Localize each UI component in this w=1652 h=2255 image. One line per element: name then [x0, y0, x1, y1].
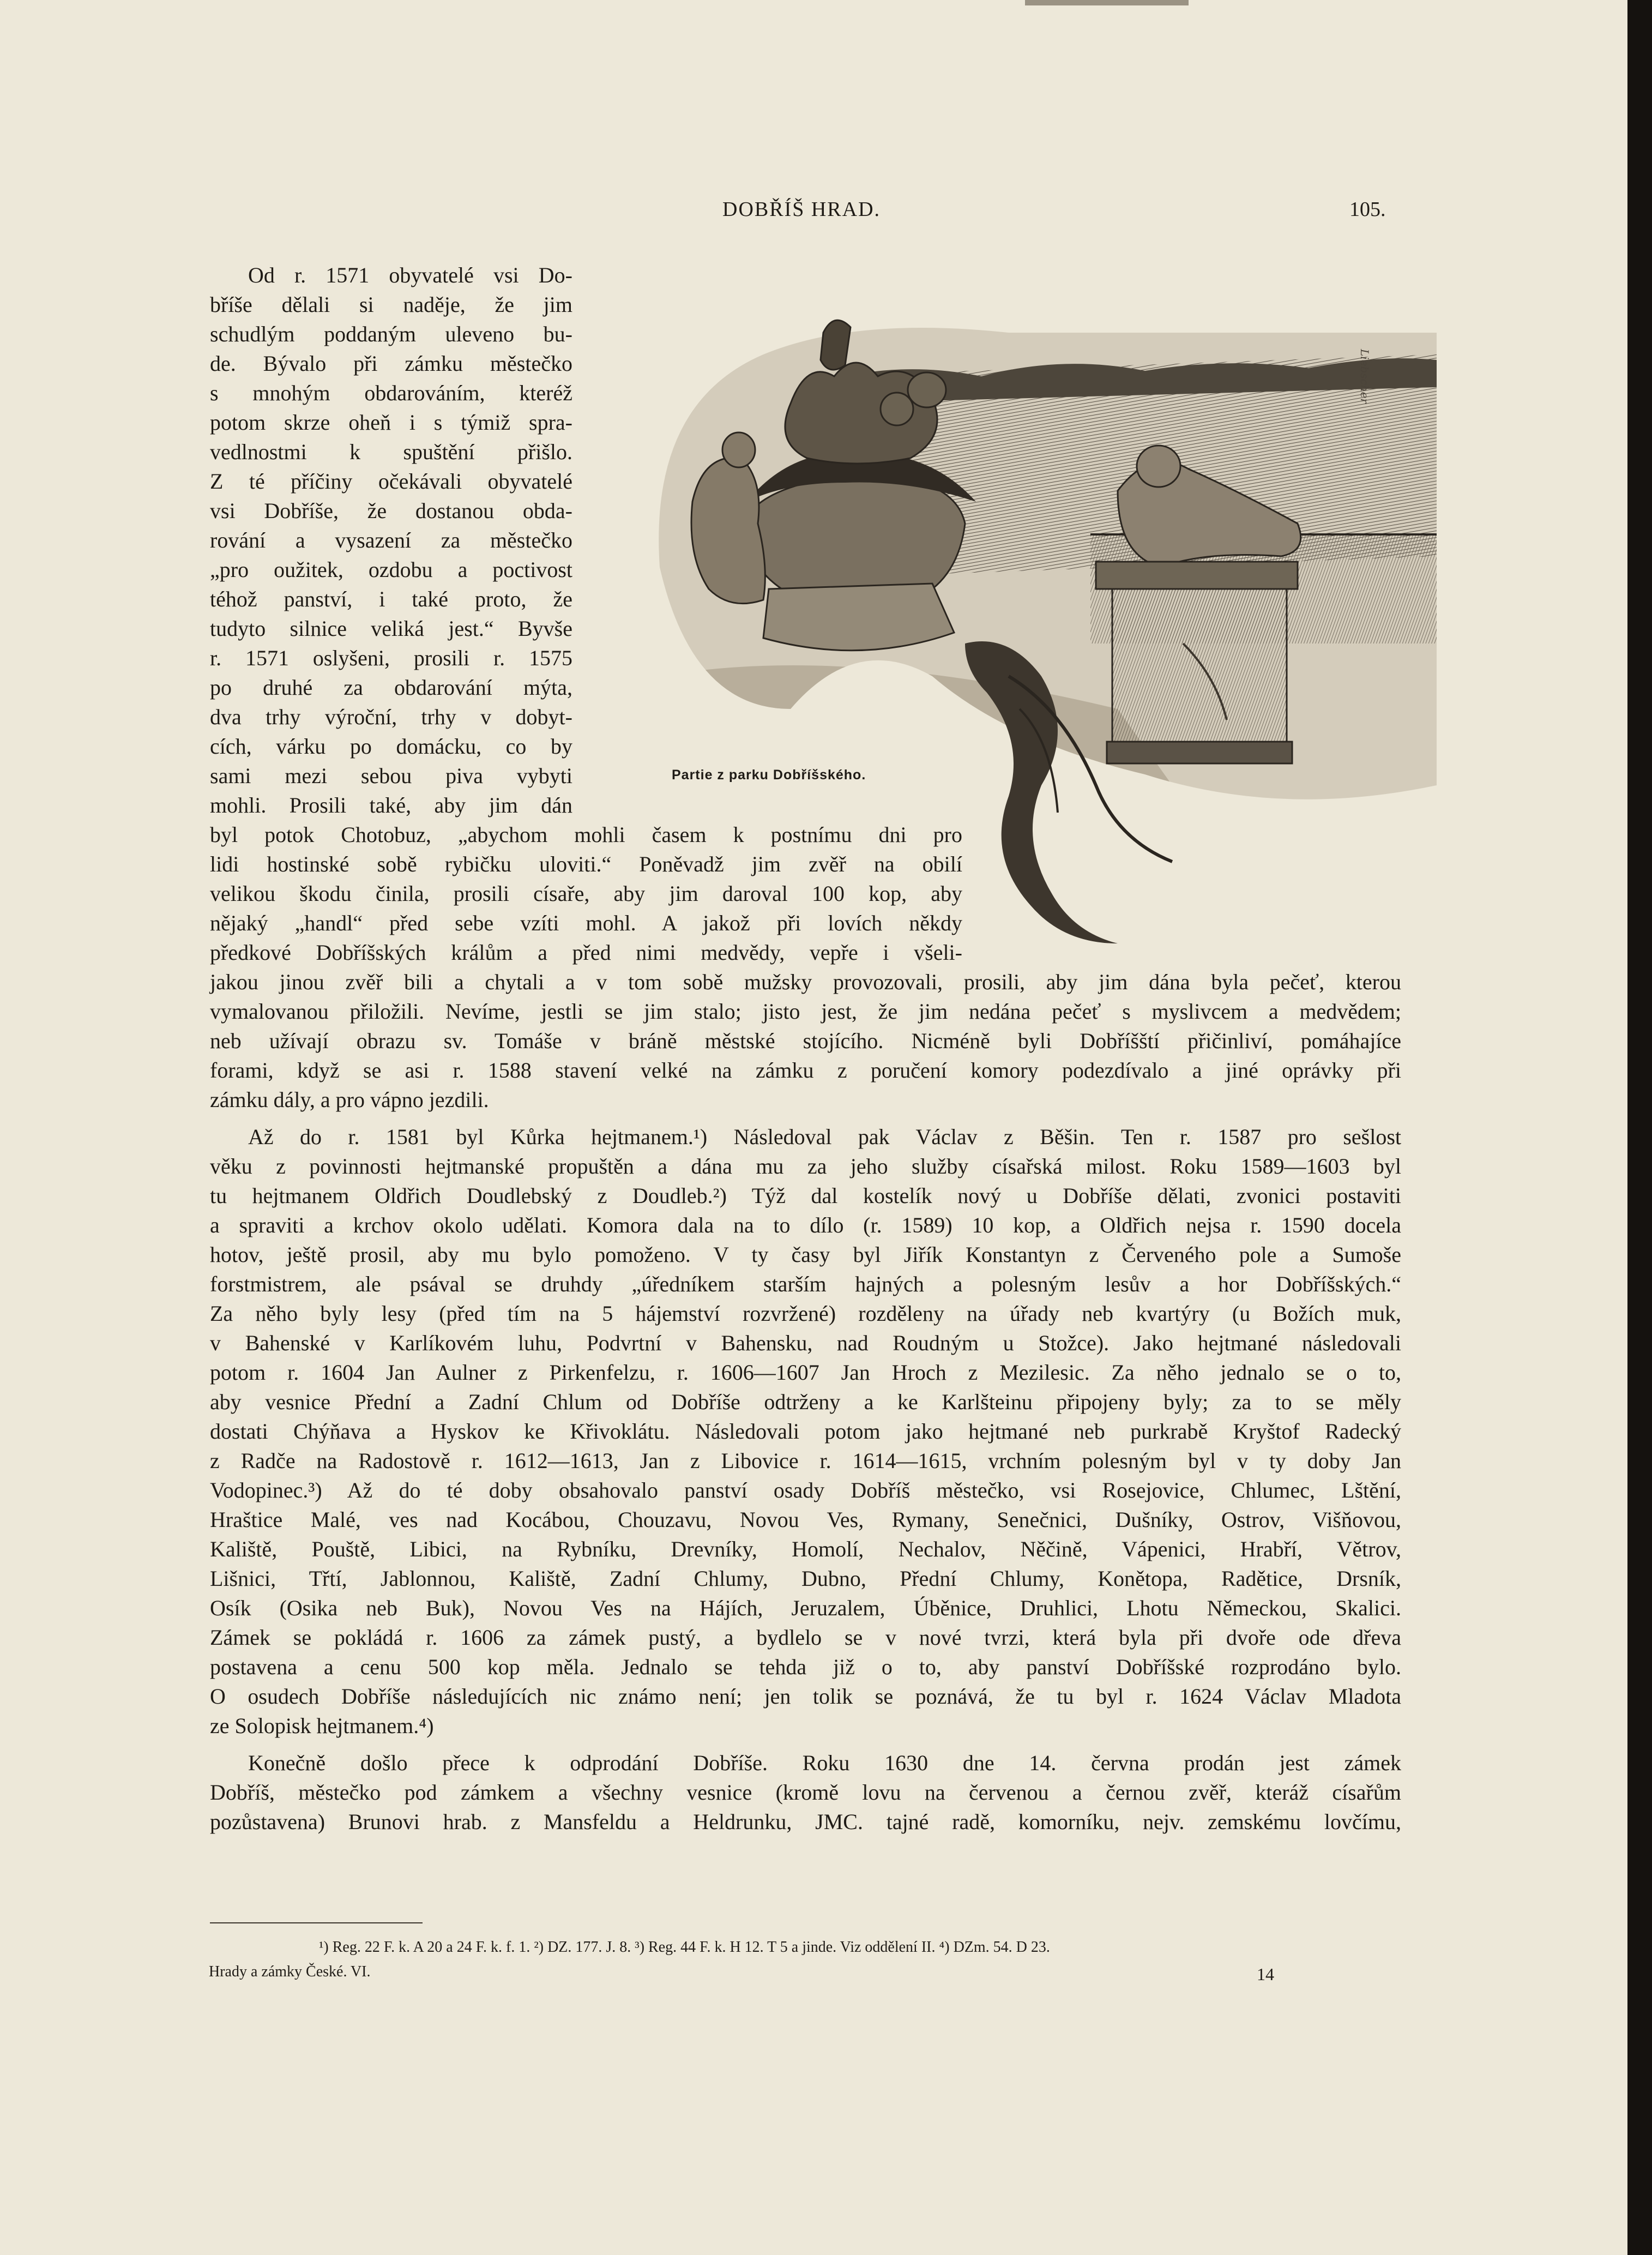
text-line: sami mezi sebou piva vybyti: [210, 763, 572, 788]
text-line: s mnohým obdarováním, kteréž: [210, 381, 572, 405]
text-line: ze Solopisk hejtmanem.⁴): [210, 1713, 434, 1738]
text-line: postavena a cenu 500 kop měla. Jednalo se tehda již o to, aby panství Dobříšské rozprodáno bylo.: [210, 1655, 1401, 1679]
text-line: Konečně došlo přece k odprodání Dobříše. Roku 1630 dne 14. června prodán jest zámek: [248, 1751, 1401, 1775]
text-line: předkové Dobříšských králům a před nimi medvědy, vepře i všeli-: [210, 940, 962, 965]
text-line: forami, když se asi r. 1588 stavení velké na zámku z poručení komory podezdívalo a jiné oprávky při: [210, 1058, 1401, 1083]
text-line: Kaliště, Pouště, Libici, na Rybníku, Drevníky, Homolí, Nechalov, Něčině, Vápenici, Hrabří, Větrov,: [210, 1537, 1401, 1561]
text-line: vsi Dobříše, že dostanou obda-: [210, 498, 572, 523]
text-line: z Radče na Radostově r. 1612—1613, Jan z Libovice r. 1614—1615, vrchním polesným byl v ty doby Jan: [210, 1448, 1401, 1473]
text-line: cích, várku po domácku, co by: [210, 734, 572, 759]
text-line: vedlnostmi k spuštění přišlo.: [210, 440, 572, 464]
text-line: „pro oužitek, ozdobu a poctivost: [210, 557, 572, 582]
text-line: dva trhy výroční, trhy v dobyt-: [210, 705, 572, 729]
text-line: Osík (Osika neb Buk), Novou Ves na Hájích, Jeruzalem, Úběnice, Druhlici, Lhotu Německou, Skalici.: [210, 1596, 1401, 1620]
text-line: vymalovanou přiložili. Nevíme, jestli se jim stalo; jisto jest, že jim nedána pečeť s myslivcem a medvědem;: [210, 999, 1401, 1024]
text-line: v Bahenské v Karlíkovém luhu, Podvrtní v Bahensku, nad Roudným u Stožce). Jako hejtmané následovali: [210, 1331, 1401, 1355]
artist-signature: Liebscher: [1358, 349, 1371, 404]
text-line: Lišnici, Třtí, Jablonnou, Kaliště, Zadní Chlumy, Dubno, Přední Chlumy, Konětopa, Radětice, Drsník,: [210, 1566, 1401, 1591]
text-line: lidi hostinské sobě rybičku uloviti.“ Poněvadž jim zvěř na obilí: [210, 852, 962, 876]
running-header: DOBŘÍŠ HRAD.: [722, 198, 881, 221]
text-line: dostati Chýňava a Hyskov ke Křivoklátu. Následovali potom jako hejtmané neb purkrabě Kryštof Radecký: [210, 1419, 1401, 1444]
text-line: tudyto silnice veliká jest.“ Byvše: [210, 616, 572, 641]
page-number: 105.: [1349, 198, 1386, 221]
illustration-caption: Partie z parku Dobříšského.: [672, 767, 866, 783]
text-line: potom skrze oheň i s týmiž spra-: [210, 410, 572, 435]
text-line: aby vesnice Přední a Zadní Chlum od Dobříše odtrženy a ke Karlšteinu připojeny byly; za to se měly: [210, 1390, 1401, 1414]
text-line: Vodopinec.³) Až do té doby obsahovalo panství osady Dobříš městečko, vsi Rosejovice, Chlumec, Lštění,: [210, 1478, 1401, 1502]
text-line: mohli. Prosili také, aby jim dán: [210, 793, 572, 817]
scan-edge-top: [1025, 0, 1189, 5]
text-line: hotov, ještě prosil, aby mu bylo pomoženo. V ty časy byl Jiřík Konstantyn z Červeného pole a Sumoše: [210, 1242, 1401, 1267]
text-line: de. Bývalo při zámku městečko: [210, 351, 572, 376]
text-line: byl potok Chotobuz, „abychom mohli časem k postnímu dni pro: [210, 822, 962, 847]
text-line: nějaký „handl“ před sebe vzíti mohl. A jakož při lovích někdy: [210, 911, 962, 935]
text-line: neb užívají obrazu sv. Tomáše v bráně městské stojícího. Nicméně byli Dobříšští přičinliví, pomáhajíce: [210, 1029, 1401, 1053]
text-line: O osudech Dobříše následujících nic známo není; jen tolik se poznává, že tu byl r. 1624 Václav Mladota: [210, 1684, 1401, 1709]
text-line: r. 1571 oslyšeni, prosili r. 1575: [210, 646, 572, 670]
text-line: tu hejtmanem Oldřich Doudlebský z Doudleb.²) Týž dal kostelík nový u Dobříše dělati, zvonici postaviti: [210, 1183, 1401, 1208]
text-line: Hraštice Malé, ves nad Kocábou, Chouzavu, Novou Ves, Rymany, Senečnici, Dušníky, Ostrov, Višňovou,: [210, 1507, 1401, 1532]
text-line: Až do r. 1581 byl Kůrka hejtmanem.¹) Následoval pak Václav z Běšin. Ten r. 1587 pro sešlost: [248, 1125, 1401, 1149]
text-line: věku z povinnosti hejtmanské propuštěn a dána mu za jeho služby císařská milost. Roku 1589—1603 byl: [210, 1154, 1401, 1178]
text-line: Dobříš, městečko pod zámkem a všechny vesnice (kromě lovu na červenou a černou zvěř, kteráž císařům: [210, 1780, 1401, 1805]
text-line: Od r. 1571 obyvatelé vsi Do-: [248, 263, 572, 287]
text-line: potom r. 1604 Jan Aulner z Pirkenfelzu, r. 1606—1607 Jan Hroch z Mezilesic. Za něho jednalo se o to,: [210, 1360, 1401, 1385]
book-title-footer: Hrady a zámky České. VI.: [209, 1963, 371, 1980]
text-line: zámku dály, a pro vápno jezdili.: [210, 1087, 489, 1112]
text-line: bříše dělali si naděje, že jim: [210, 292, 572, 317]
text-line: po druhé za obdarování mýta,: [210, 675, 572, 700]
text-line: schudlým poddaným uleveno bu-: [210, 322, 572, 346]
text-line: a spraviti a krchov okolo udělati. Komora dala na to dílo (r. 1589) 10 kop, a Oldřich nejsa r. 1590 docela: [210, 1213, 1401, 1237]
text-line: rování a vysazení za městečko: [210, 528, 572, 552]
text-line: téhož panství, i také proto, že: [210, 587, 572, 611]
text-line: velikou škodu činila, prosili císaře, aby jim daroval 100 kop, aby: [210, 881, 962, 906]
text-line: Za něho byly lesy (před tím na 5 hájemství rozvržené) rozděleny na úřady neb kvartýry (u Božích muk,: [210, 1301, 1401, 1326]
text-line: pozůstavena) Brunovi hrab. z Mansfeldu a Heldrunku, JMC. tajné radě, komorníku, nejv. zemskému lovčímu,: [210, 1809, 1401, 1834]
text-line: Z té příčiny očekávali obyvatelé: [210, 469, 572, 494]
text-line: forstmistrem, ale psával se druhdy „úředníkem starším hajných a polesným lesův a hor Dobříšských.“: [210, 1272, 1401, 1296]
scan-edge-right: [1627, 0, 1652, 2255]
footnotes: ¹) Reg. 22 F. k. A 20 a 24 F. k. f. 1. ²) DZ. 177. J. 8. ³) Reg. 44 F. k. H 12. T 5 a jinde. Viz oddělení II. ⁴) DZm. 54. D 23.: [319, 1939, 1050, 1956]
footnote-rule: [210, 1922, 423, 1923]
text-line: Zámek se pokládá r. 1606 za zámek pustý, a bydlelo se v nové tvrzi, která byla při dvoře ode dřeva: [210, 1625, 1401, 1650]
text-line: jakou jinou zvěř bili a chytali a v tom sobě mužsky provozovali, prosili, aby jim dána byla pečeť, kterou: [210, 970, 1401, 994]
signature-mark: 14: [1257, 1964, 1274, 1984]
